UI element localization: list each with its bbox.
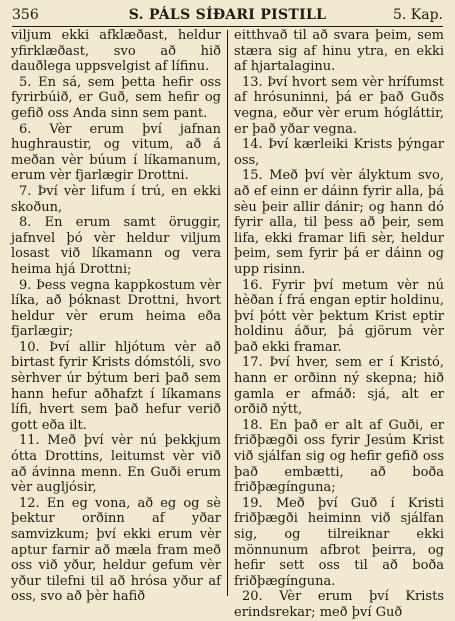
chapter-label: 5. Kap. bbox=[392, 7, 443, 23]
verse-paragraph: eitthvað til að svara þeim, sem stæra sig af hinu ytra, en ekki af hjartalaginu. bbox=[234, 28, 444, 75]
verse-paragraph: 10. Því allir hljótum vèr að birtast fyrir Krists dómstóli, svo sèrhver úr býtum beri það sem hann hefur aðhafzt í líkamans lífi, hvert sem það hefur verið gott eða ilt. bbox=[11, 339, 221, 433]
verse-paragraph: 15. Með því vèr ályktum svo, að ef einn er dáinn fyrir alla, þá sèu þeir allir dánir; og hann dó fyrir alla, til þess að þeir, sem lifa, ekki framar lifi sèr, heldur þeim, sem fyrir þá er dáinn og upp risinn. bbox=[234, 168, 444, 277]
right-column bbox=[234, 28, 444, 620]
verse-paragraph: 6. Vèr erum því jafnan hughraustir, og vitum, að á meðan vèr búum í líkamanum, erum vèr fjarlægir Drottni. bbox=[11, 121, 221, 184]
verse-paragraph: 16. Fyrir því metum vèr nú hèðan í frá engan eptir holdinu, því þótt vèr þektum Krist eptir holdinu áður, þá gjörum vèr það ekki framar. bbox=[234, 277, 444, 355]
left-column bbox=[11, 28, 221, 605]
running-header bbox=[12, 6, 443, 24]
column-divider bbox=[227, 30, 228, 596]
verse-paragraph: 7. Því vèr lifum í trú, en ekki skoðun, bbox=[11, 183, 221, 215]
verse-paragraph: 12. En eg vona, að eg og sè þektur orðinn af yðar samvizkum; því ekki erum vèr aptur farnir að mæla fram með oss við yður, heldur gefum vèr yður tilefni til að hrósa yður af oss, svo að þèr hafið bbox=[11, 495, 221, 605]
header-rule bbox=[12, 26, 443, 27]
verse-paragraph: 13. Því hvort sem vèr hrífumst af hrósuninni, þá er það Guðs vegna, eður vèr erum hógláttir, er það yðar vegna. bbox=[234, 74, 444, 137]
verse-paragraph: viljum ekki afklæðast, heldur yfirklæðast, svo að hið dauðlega uppsvelgist af lífinu. bbox=[11, 28, 221, 75]
verse-paragraph: 14. Því kærleiki Krists þýngar oss, bbox=[234, 137, 444, 168]
page-number: 356 bbox=[12, 7, 39, 23]
verse-paragraph: 11. Með því vèr nú þekkjum ótta Drottins, leitumst vèr við að ávinna menn. En Guði erum vèr augljósir, bbox=[11, 433, 221, 496]
verse-paragraph: 5. En sá, sem þetta hefir oss fyrirbúið, er Guð, sem hefir og gefið oss Anda sinn sem pant. bbox=[11, 74, 221, 121]
verse-paragraph: 9. Þess vegna kappkostum vèr líka, að þóknast Drottni, hvort heldur vèr erum heima eða fjarlægir; bbox=[11, 277, 221, 340]
verse-paragraph: 17. Því hver, sem er í Kristó, hann er orðinn ný skepna; hið gamla er afmáð: sjá, alt er orðið nýtt, bbox=[234, 355, 444, 418]
running-title: S. PÁLS SÍÐARI PISTILL bbox=[128, 7, 327, 23]
verse-paragraph: 19. Með því Guð í Kristi friðþægði heiminn við sjálfan sig, og tilreiknar ekki mönnunum afbrot þeirra, og hefir sett oss til að boða friðþægínguna. bbox=[234, 495, 444, 589]
verse-paragraph: 8. En erum samt öruggir, jafnvel þó vèr heldur viljum losast við líkamann og vera heima hjá Drottni; bbox=[11, 215, 221, 277]
verse-paragraph: 20. Vèr erum því Krists erindsrekar; með því Guð bbox=[234, 589, 444, 620]
verse-paragraph: 18. En það er alt af Guði, er friðþægði oss fyrir Jesúm Krist við sjálfan sig og hefir gefið oss það embætti, að boða friðþægínguna; bbox=[234, 417, 444, 496]
